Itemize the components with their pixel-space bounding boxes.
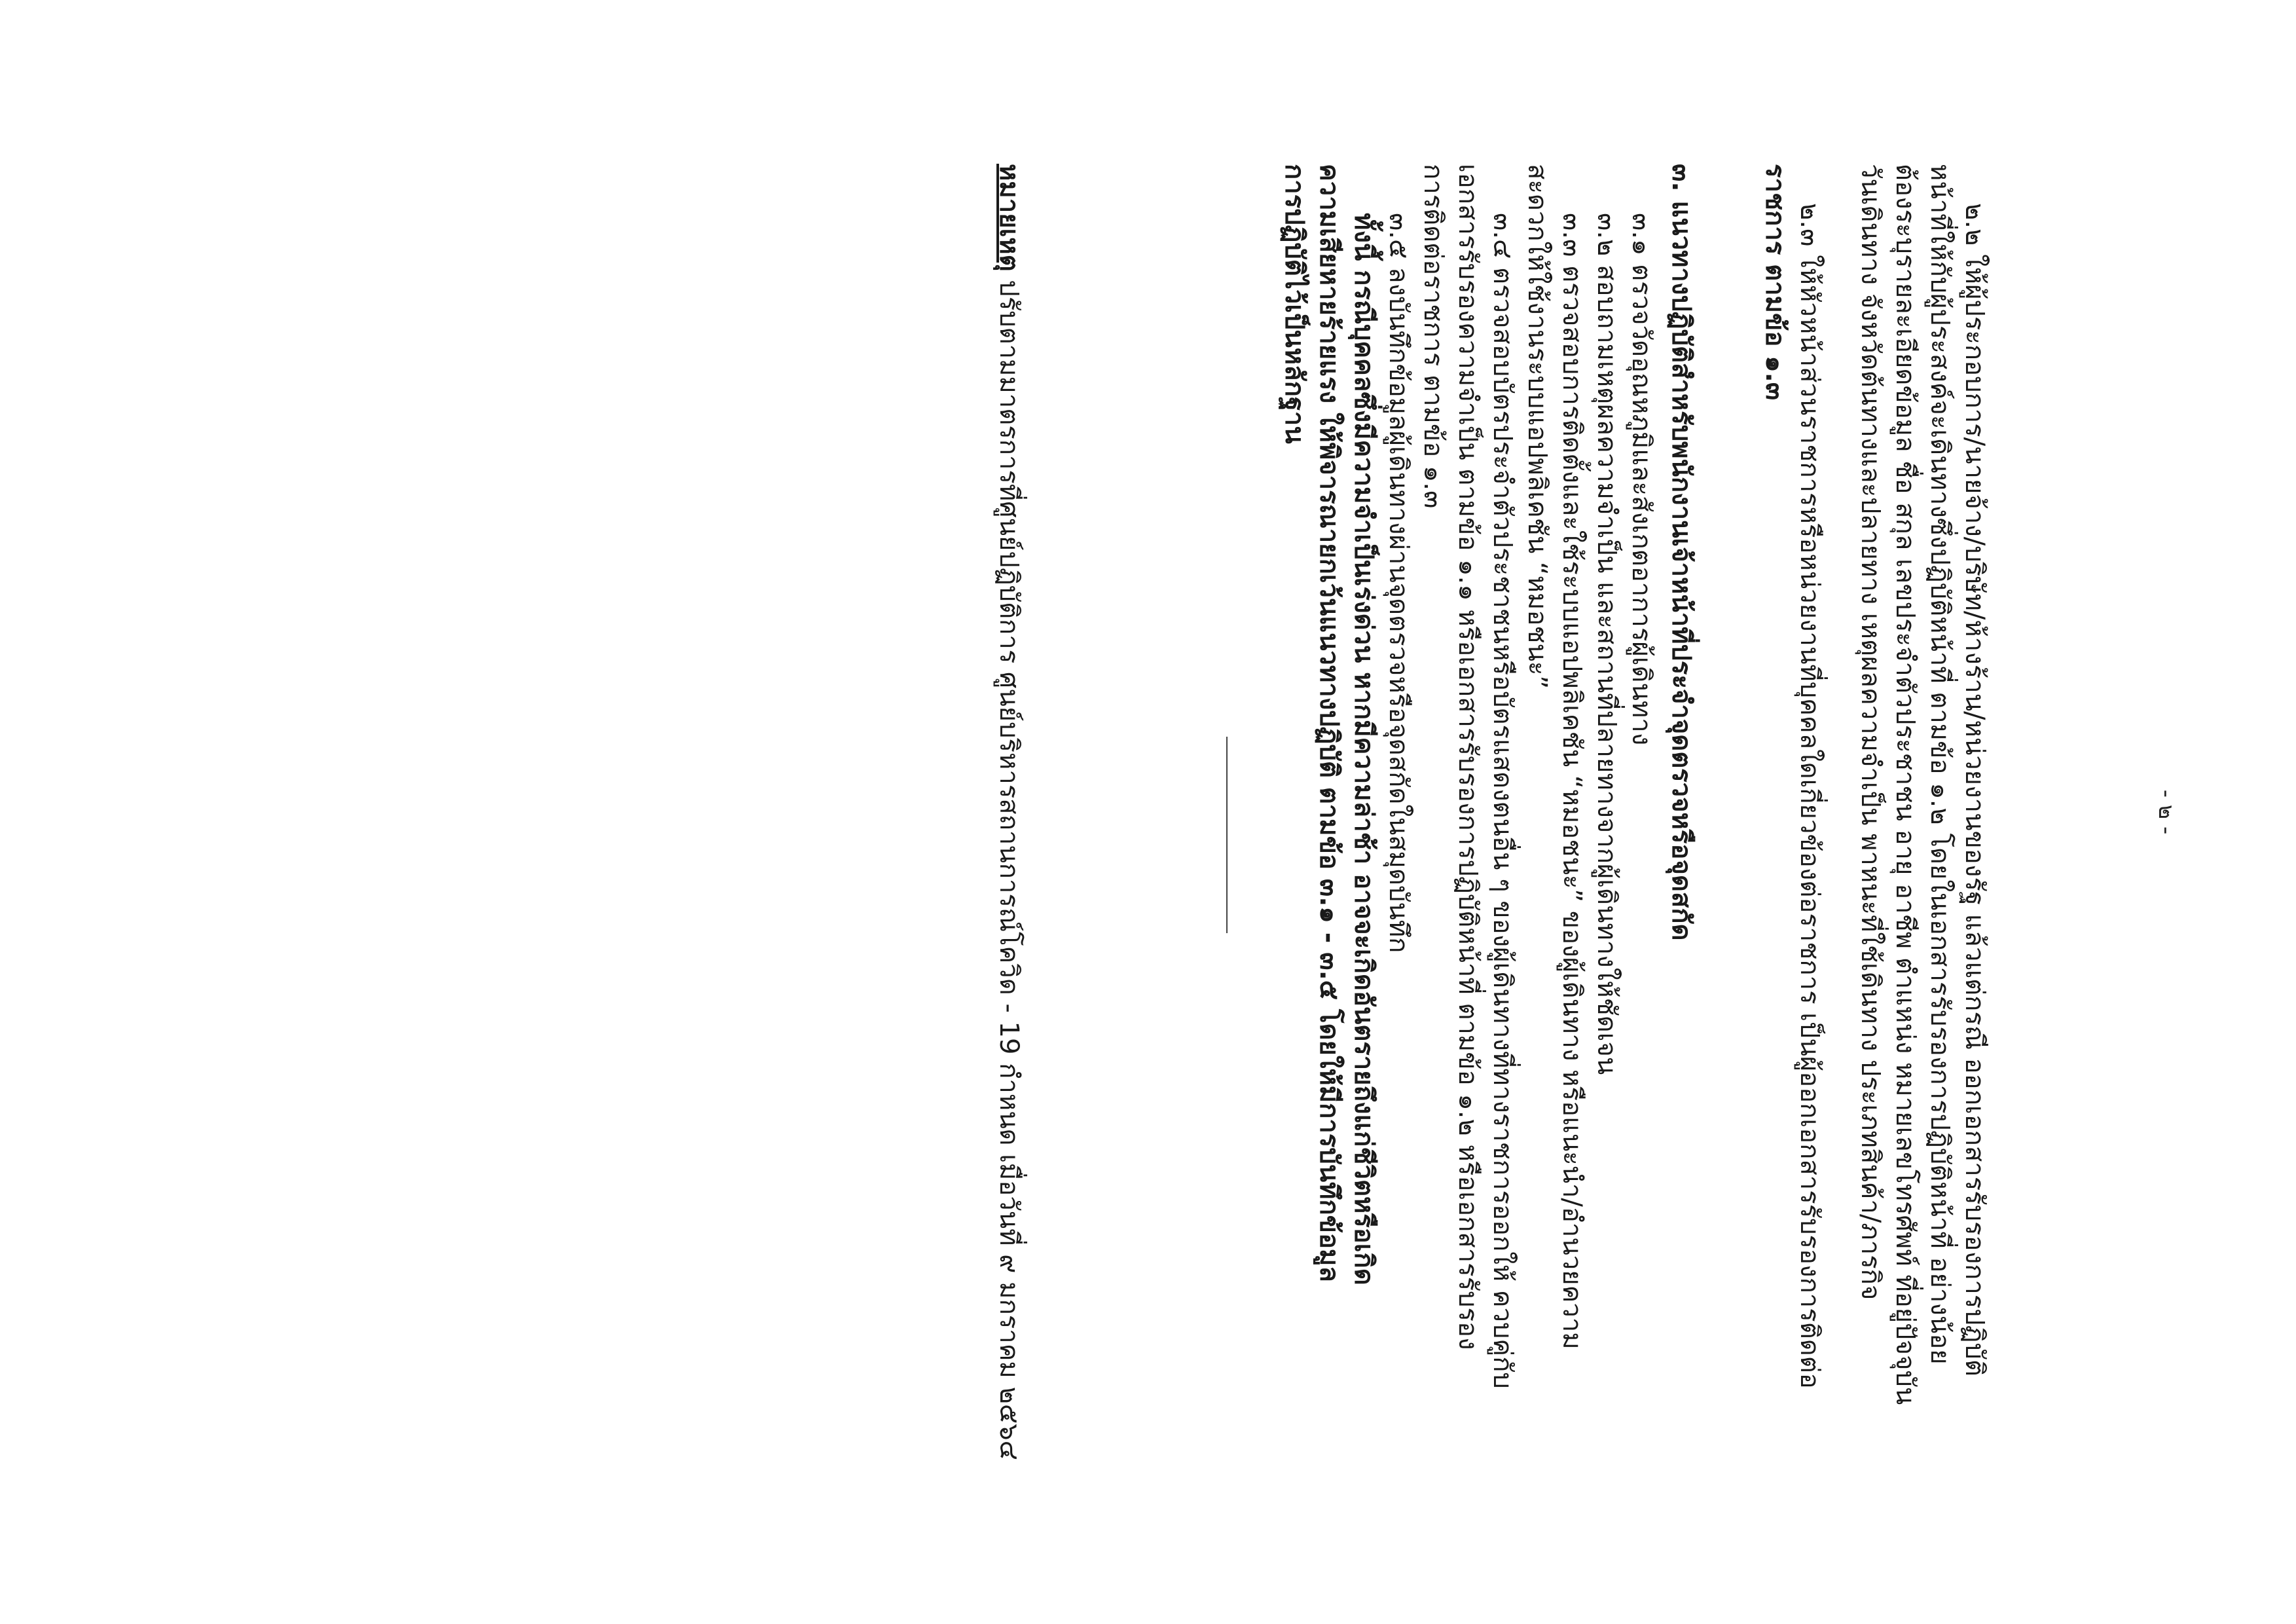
item-2-2-line-2-text: หน้าที่ให้กับผู้ประสงค์จะเดินทางซึ่งปฏิบัติหน้าที่ ตามข้อ ๑.๒ โดยในเอกสารรับรองการปฏิบัติหน้าที่ อย่างน้อย — [1925, 164, 1955, 1365]
warning-line-1: ทั้งนี้ กรณีบุคคลซึ่งมีความจำเป็นเร่งด่วน หากมีความล่าช้า อาจจะเกิดอันตรายถึงแก่ชีวิตหรือเกิด — [1349, 213, 1379, 1285]
item-2-2-line-1 — [1957, 164, 1992, 1506]
item-2-2-line-4-text: วันเดินทาง จังหวัดต้นทางและปลายทาง เหตุผลความจำเป็น พาหนะที่ใช้เดินทาง ประเภทสินค้า/ภารกิจ — [1855, 164, 1886, 1301]
item-3-3-line-2: สะดวกให้ใช้งานระบบแอปพลิเคชัน “หมอชนะ” — [1522, 164, 1552, 690]
item-2-2-line-3-text: ต้องระบุรายละเอียดข้อมูล ชื่อ สกุล เลขประจำตัวประชาชน อายุ อาชีพ ตำแหน่ง หมายเลขโทรศัพท์ ที่อยู่ปัจจุบัน — [1890, 164, 1920, 1405]
item-2-3-line-1 — [1792, 164, 1827, 1506]
footer-note-text: ปรับตามมาตรการที่ศูนย์ปฏิบัติการ ศูนย์บริหารสถานการณ์โควิด - 19 กำหนด เมื่อวันที่ ๙ มกราคม ๒๕๖๔ — [994, 271, 1024, 1460]
item-3-1: ๓.๑ ตรวจวัดอุณหภูมิและสังเกตอาการผู้เดินทาง — [1626, 213, 1656, 746]
item-3-5: ๓.๕ ลงบันทึกข้อมูลผู้เดินทางผ่านจุดตรวจหรือจุดสกัดในสมุดบันทึก — [1383, 213, 1413, 953]
item-3-4-line-1: ๓.๔ ตรวจสอบบัตรประจำตัวประชาชนหรือบัตรแสดงตนอื่น ๆ ของผู้เดินทางที่ทางราชการออกให้ ควบคู่กับ — [1487, 213, 1518, 1389]
warning-line-2: ความเสียหายร้ายแรง ให้พิจารณายกเว้นแนวทางปฏิบัติ ตามข้อ ๓.๑ - ๓.๕ โดยให้มีการบันทึกข้อมูล — [1314, 164, 1344, 1282]
item-3-2: ๓.๒ สอบถามเหตุผลความจำเป็น และสถานที่ปลายทางจากผู้เดินทางให้ชัดเจน — [1592, 213, 1622, 1075]
item-2-2-line-3 — [1887, 164, 1922, 1506]
item-2-3-line-2 — [1757, 164, 1792, 1506]
section-3-heading: ๓. แนวทางปฏิบัติสำหรับพนักงานเจ้าหน้าที่ประจำจุดตรวจหรือจุดสกัด — [1666, 164, 1696, 941]
end-divider — [1226, 737, 1228, 933]
item-2-3-line-1-text: ๒.๓ ให้หัวหน้าส่วนราชการหรือหน่วยงานที่บุคคลใดเกี่ยวข้องต่อราชการ เป็นผู้ออกเอกสารรับรองการติดต่อ — [1795, 203, 1825, 1389]
page-number: - ๒ - — [2153, 789, 2179, 835]
item-3-4-line-2: เอกสารรับรองความจำเป็น ตามข้อ ๑.๑ หรือเอกสารรับรองการปฏิบัติหน้าที่ ตามข้อ ๑.๒ หรือเอกสารรับรอง — [1453, 164, 1483, 1350]
item-3-4-line-3: การติดต่อราชการ ตามข้อ ๑.๓ — [1418, 164, 1448, 509]
document-body — [1226, 164, 1992, 1506]
item-2-2-line-2 — [1922, 164, 1957, 1506]
warning-line-3: การปฏิบัติไว้เป็นหลักฐาน — [1279, 164, 1309, 444]
item-2-2-line-1-text: ๒.๒ ให้ผู้ประกอบการ/นายจ้าง/บริษัท/ห้างร้าน/หน่วยงานของรัฐ แล้วแต่กรณี ออกเอกสารรับรองการปฏิบัติ — [1959, 203, 1990, 1376]
item-2-2-line-4 — [1853, 164, 1887, 1506]
footer-note — [991, 164, 1026, 1506]
footer-note-label: หมายเหตุ — [994, 164, 1024, 272]
item-2-3-line-2-text: ราชการ ตามข้อ ๑.๓ — [1760, 164, 1790, 401]
item-3-3-line-1: ๓.๓ ตรวจสอบการติดตั้งและใช้ระบบแอปพลิเคชัน “หมอชนะ” ของผู้เดินทาง หรือแนะนำ/อำนวยความ — [1557, 213, 1587, 1350]
